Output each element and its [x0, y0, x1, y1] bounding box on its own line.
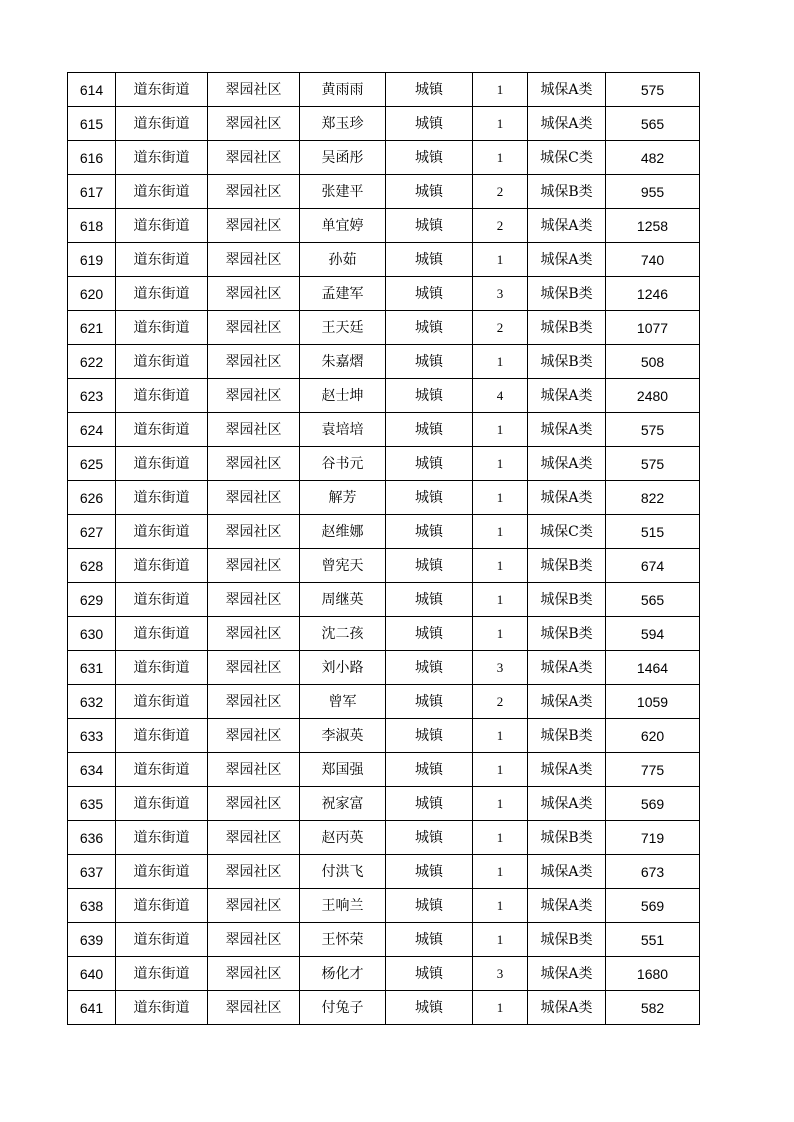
household-count-cell: 1 — [473, 583, 528, 617]
insurance-category-cell: 城保C类 — [528, 141, 606, 175]
household-count-cell: 1 — [473, 889, 528, 923]
household-count-cell: 3 — [473, 957, 528, 991]
street-cell: 道东街道 — [116, 345, 208, 379]
household-count-cell: 1 — [473, 753, 528, 787]
amount-cell: 565 — [606, 583, 700, 617]
community-cell: 翠园社区 — [208, 243, 300, 277]
amount-cell: 594 — [606, 617, 700, 651]
table-row — [68, 413, 700, 447]
amount-cell: 719 — [606, 821, 700, 855]
name-cell: 曾军 — [300, 685, 386, 719]
street-cell: 道东街道 — [116, 107, 208, 141]
amount-cell: 1258 — [606, 209, 700, 243]
insurance-category-cell: 城保B类 — [528, 277, 606, 311]
name-cell: 祝家富 — [300, 787, 386, 821]
community-cell: 翠园社区 — [208, 583, 300, 617]
community-cell: 翠园社区 — [208, 447, 300, 481]
insurance-category-cell: 城保B类 — [528, 617, 606, 651]
amount-cell: 515 — [606, 515, 700, 549]
household-count-cell: 1 — [473, 141, 528, 175]
name-cell: 黄雨雨 — [300, 73, 386, 107]
area-type-cell: 城镇 — [386, 787, 473, 821]
table-row — [68, 141, 700, 175]
amount-cell: 1077 — [606, 311, 700, 345]
area-type-cell: 城镇 — [386, 515, 473, 549]
area-type-cell: 城镇 — [386, 719, 473, 753]
street-cell: 道东街道 — [116, 719, 208, 753]
table-row — [68, 855, 700, 889]
community-cell: 翠园社区 — [208, 413, 300, 447]
insurance-category-cell: 城保A类 — [528, 379, 606, 413]
area-type-cell: 城镇 — [386, 583, 473, 617]
table-row — [68, 719, 700, 753]
street-cell: 道东街道 — [116, 651, 208, 685]
street-cell: 道东街道 — [116, 991, 208, 1025]
amount-cell: 1680 — [606, 957, 700, 991]
street-cell: 道东街道 — [116, 685, 208, 719]
area-type-cell: 城镇 — [386, 413, 473, 447]
street-cell: 道东街道 — [116, 855, 208, 889]
area-type-cell: 城镇 — [386, 141, 473, 175]
name-cell: 单宜婷 — [300, 209, 386, 243]
street-cell: 道东街道 — [116, 311, 208, 345]
table-row — [68, 617, 700, 651]
table-row — [68, 311, 700, 345]
name-cell: 赵士坤 — [300, 379, 386, 413]
insurance-category-cell: 城保B类 — [528, 583, 606, 617]
insurance-category-cell: 城保B类 — [528, 821, 606, 855]
household-count-cell: 1 — [473, 243, 528, 277]
table-row — [68, 991, 700, 1025]
name-cell: 袁培培 — [300, 413, 386, 447]
amount-cell: 569 — [606, 889, 700, 923]
street-cell: 道东街道 — [116, 141, 208, 175]
household-count-cell: 2 — [473, 311, 528, 345]
name-cell: 付洪飞 — [300, 855, 386, 889]
community-cell: 翠园社区 — [208, 855, 300, 889]
insurance-category-cell: 城保A类 — [528, 651, 606, 685]
table-row — [68, 447, 700, 481]
insurance-category-cell: 城保B类 — [528, 549, 606, 583]
community-cell: 翠园社区 — [208, 651, 300, 685]
table-row — [68, 583, 700, 617]
area-type-cell: 城镇 — [386, 923, 473, 957]
area-type-cell: 城镇 — [386, 549, 473, 583]
row-number-cell: 625 — [68, 447, 116, 481]
community-cell: 翠园社区 — [208, 345, 300, 379]
street-cell: 道东街道 — [116, 923, 208, 957]
insurance-category-cell: 城保B类 — [528, 923, 606, 957]
insurance-category-cell: 城保A类 — [528, 73, 606, 107]
area-type-cell: 城镇 — [386, 447, 473, 481]
row-number-cell: 640 — [68, 957, 116, 991]
community-cell: 翠园社区 — [208, 753, 300, 787]
insurance-category-cell: 城保A类 — [528, 957, 606, 991]
insurance-category-cell: 城保A类 — [528, 107, 606, 141]
street-cell: 道东街道 — [116, 209, 208, 243]
area-type-cell: 城镇 — [386, 175, 473, 209]
household-count-cell: 1 — [473, 107, 528, 141]
row-number-cell: 639 — [68, 923, 116, 957]
community-cell: 翠园社区 — [208, 141, 300, 175]
household-count-cell: 1 — [473, 413, 528, 447]
row-number-cell: 626 — [68, 481, 116, 515]
table-row — [68, 821, 700, 855]
street-cell: 道东街道 — [116, 617, 208, 651]
community-cell: 翠园社区 — [208, 957, 300, 991]
insurance-category-cell: 城保A类 — [528, 209, 606, 243]
street-cell: 道东街道 — [116, 481, 208, 515]
community-cell: 翠园社区 — [208, 379, 300, 413]
row-number-cell: 620 — [68, 277, 116, 311]
name-cell: 杨化才 — [300, 957, 386, 991]
name-cell: 谷书元 — [300, 447, 386, 481]
area-type-cell: 城镇 — [386, 991, 473, 1025]
household-count-cell: 2 — [473, 175, 528, 209]
row-number-cell: 622 — [68, 345, 116, 379]
amount-cell: 620 — [606, 719, 700, 753]
household-count-cell: 2 — [473, 685, 528, 719]
household-count-cell: 1 — [473, 719, 528, 753]
amount-cell: 575 — [606, 447, 700, 481]
row-number-cell: 618 — [68, 209, 116, 243]
street-cell: 道东街道 — [116, 379, 208, 413]
amount-cell: 775 — [606, 753, 700, 787]
row-number-cell: 615 — [68, 107, 116, 141]
table-row — [68, 175, 700, 209]
street-cell: 道东街道 — [116, 243, 208, 277]
amount-cell: 569 — [606, 787, 700, 821]
row-number-cell: 641 — [68, 991, 116, 1025]
name-cell: 解芳 — [300, 481, 386, 515]
insurance-category-cell: 城保B类 — [528, 345, 606, 379]
community-cell: 翠园社区 — [208, 719, 300, 753]
row-number-cell: 623 — [68, 379, 116, 413]
amount-cell: 2480 — [606, 379, 700, 413]
name-cell: 刘小路 — [300, 651, 386, 685]
street-cell: 道东街道 — [116, 549, 208, 583]
insurance-category-cell: 城保A类 — [528, 855, 606, 889]
table-row — [68, 481, 700, 515]
table-row — [68, 107, 700, 141]
community-cell: 翠园社区 — [208, 889, 300, 923]
household-count-cell: 1 — [473, 991, 528, 1025]
name-cell: 王怀荣 — [300, 923, 386, 957]
area-type-cell: 城镇 — [386, 107, 473, 141]
area-type-cell: 城镇 — [386, 855, 473, 889]
row-number-cell: 621 — [68, 311, 116, 345]
community-cell: 翠园社区 — [208, 787, 300, 821]
area-type-cell: 城镇 — [386, 957, 473, 991]
table-row — [68, 277, 700, 311]
amount-cell: 582 — [606, 991, 700, 1025]
row-number-cell: 624 — [68, 413, 116, 447]
name-cell: 郑玉珍 — [300, 107, 386, 141]
amount-cell: 508 — [606, 345, 700, 379]
household-count-cell: 3 — [473, 651, 528, 685]
table-row — [68, 957, 700, 991]
community-cell: 翠园社区 — [208, 991, 300, 1025]
community-cell: 翠园社区 — [208, 73, 300, 107]
insurance-category-cell: 城保B类 — [528, 311, 606, 345]
insurance-category-cell: 城保A类 — [528, 787, 606, 821]
table-body — [68, 73, 700, 1025]
amount-cell: 955 — [606, 175, 700, 209]
street-cell: 道东街道 — [116, 277, 208, 311]
street-cell: 道东街道 — [116, 413, 208, 447]
row-number-cell: 630 — [68, 617, 116, 651]
name-cell: 曾宪天 — [300, 549, 386, 583]
street-cell: 道东街道 — [116, 175, 208, 209]
area-type-cell: 城镇 — [386, 753, 473, 787]
insurance-category-cell: 城保A类 — [528, 243, 606, 277]
row-number-cell: 635 — [68, 787, 116, 821]
street-cell: 道东街道 — [116, 753, 208, 787]
table-row — [68, 651, 700, 685]
name-cell: 王响兰 — [300, 889, 386, 923]
household-count-cell: 1 — [473, 855, 528, 889]
name-cell: 朱嘉熠 — [300, 345, 386, 379]
name-cell: 王天廷 — [300, 311, 386, 345]
street-cell: 道东街道 — [116, 515, 208, 549]
row-number-cell: 631 — [68, 651, 116, 685]
community-cell: 翠园社区 — [208, 515, 300, 549]
row-number-cell: 629 — [68, 583, 116, 617]
name-cell: 李淑英 — [300, 719, 386, 753]
street-cell: 道东街道 — [116, 821, 208, 855]
table-row — [68, 379, 700, 413]
street-cell: 道东街道 — [116, 787, 208, 821]
community-cell: 翠园社区 — [208, 617, 300, 651]
table-row — [68, 73, 700, 107]
area-type-cell: 城镇 — [386, 481, 473, 515]
insurance-category-cell: 城保B类 — [528, 719, 606, 753]
community-cell: 翠园社区 — [208, 311, 300, 345]
insurance-category-cell: 城保A类 — [528, 991, 606, 1025]
household-count-cell: 1 — [473, 345, 528, 379]
area-type-cell: 城镇 — [386, 277, 473, 311]
amount-cell: 1059 — [606, 685, 700, 719]
household-count-cell: 1 — [473, 515, 528, 549]
street-cell: 道东街道 — [116, 583, 208, 617]
row-number-cell: 619 — [68, 243, 116, 277]
area-type-cell: 城镇 — [386, 243, 473, 277]
row-number-cell: 628 — [68, 549, 116, 583]
table-row — [68, 787, 700, 821]
household-count-cell: 1 — [473, 617, 528, 651]
insurance-category-cell: 城保C类 — [528, 515, 606, 549]
insurance-category-cell: 城保A类 — [528, 447, 606, 481]
table-row — [68, 345, 700, 379]
area-type-cell: 城镇 — [386, 685, 473, 719]
street-cell: 道东街道 — [116, 447, 208, 481]
name-cell: 吴函彤 — [300, 141, 386, 175]
table-row — [68, 209, 700, 243]
street-cell: 道东街道 — [116, 73, 208, 107]
street-cell: 道东街道 — [116, 957, 208, 991]
row-number-cell: 627 — [68, 515, 116, 549]
area-type-cell: 城镇 — [386, 311, 473, 345]
table-row — [68, 889, 700, 923]
community-cell: 翠园社区 — [208, 549, 300, 583]
table-row — [68, 549, 700, 583]
name-cell: 张建平 — [300, 175, 386, 209]
community-cell: 翠园社区 — [208, 107, 300, 141]
amount-cell: 674 — [606, 549, 700, 583]
table-row — [68, 753, 700, 787]
community-cell: 翠园社区 — [208, 175, 300, 209]
community-cell: 翠园社区 — [208, 923, 300, 957]
amount-cell: 482 — [606, 141, 700, 175]
area-type-cell: 城镇 — [386, 379, 473, 413]
area-type-cell: 城镇 — [386, 889, 473, 923]
name-cell: 郑国强 — [300, 753, 386, 787]
insurance-category-cell: 城保A类 — [528, 481, 606, 515]
household-count-cell: 1 — [473, 821, 528, 855]
household-count-cell: 1 — [473, 923, 528, 957]
amount-cell: 822 — [606, 481, 700, 515]
insurance-category-cell: 城保A类 — [528, 413, 606, 447]
household-count-cell: 1 — [473, 447, 528, 481]
row-number-cell: 638 — [68, 889, 116, 923]
amount-cell: 1246 — [606, 277, 700, 311]
insurance-category-cell: 城保A类 — [528, 753, 606, 787]
area-type-cell: 城镇 — [386, 345, 473, 379]
name-cell: 孙茹 — [300, 243, 386, 277]
amount-cell: 740 — [606, 243, 700, 277]
household-count-cell: 1 — [473, 481, 528, 515]
community-cell: 翠园社区 — [208, 277, 300, 311]
area-type-cell: 城镇 — [386, 209, 473, 243]
table-row — [68, 243, 700, 277]
amount-cell: 575 — [606, 73, 700, 107]
insurance-category-cell: 城保A类 — [528, 889, 606, 923]
row-number-cell: 616 — [68, 141, 116, 175]
community-cell: 翠园社区 — [208, 481, 300, 515]
row-number-cell: 617 — [68, 175, 116, 209]
area-type-cell: 城镇 — [386, 651, 473, 685]
household-count-cell: 1 — [473, 549, 528, 583]
table-row — [68, 515, 700, 549]
row-number-cell: 637 — [68, 855, 116, 889]
amount-cell: 673 — [606, 855, 700, 889]
name-cell: 沈二孩 — [300, 617, 386, 651]
amount-cell: 575 — [606, 413, 700, 447]
name-cell: 付兔子 — [300, 991, 386, 1025]
table-row — [68, 923, 700, 957]
area-type-cell: 城镇 — [386, 617, 473, 651]
row-number-cell: 636 — [68, 821, 116, 855]
name-cell: 孟建军 — [300, 277, 386, 311]
household-count-cell: 2 — [473, 209, 528, 243]
household-count-cell: 1 — [473, 73, 528, 107]
row-number-cell: 614 — [68, 73, 116, 107]
row-number-cell: 633 — [68, 719, 116, 753]
area-type-cell: 城镇 — [386, 821, 473, 855]
amount-cell: 1464 — [606, 651, 700, 685]
street-cell: 道东街道 — [116, 889, 208, 923]
row-number-cell: 634 — [68, 753, 116, 787]
household-count-cell: 4 — [473, 379, 528, 413]
amount-cell: 565 — [606, 107, 700, 141]
insurance-category-cell: 城保B类 — [528, 175, 606, 209]
data-table — [67, 72, 700, 1025]
name-cell: 赵维娜 — [300, 515, 386, 549]
community-cell: 翠园社区 — [208, 685, 300, 719]
community-cell: 翠园社区 — [208, 821, 300, 855]
amount-cell: 551 — [606, 923, 700, 957]
insurance-category-cell: 城保A类 — [528, 685, 606, 719]
row-number-cell: 632 — [68, 685, 116, 719]
table-row — [68, 685, 700, 719]
household-count-cell: 3 — [473, 277, 528, 311]
household-count-cell: 1 — [473, 787, 528, 821]
area-type-cell: 城镇 — [386, 73, 473, 107]
name-cell: 周继英 — [300, 583, 386, 617]
name-cell: 赵丙英 — [300, 821, 386, 855]
community-cell: 翠园社区 — [208, 209, 300, 243]
